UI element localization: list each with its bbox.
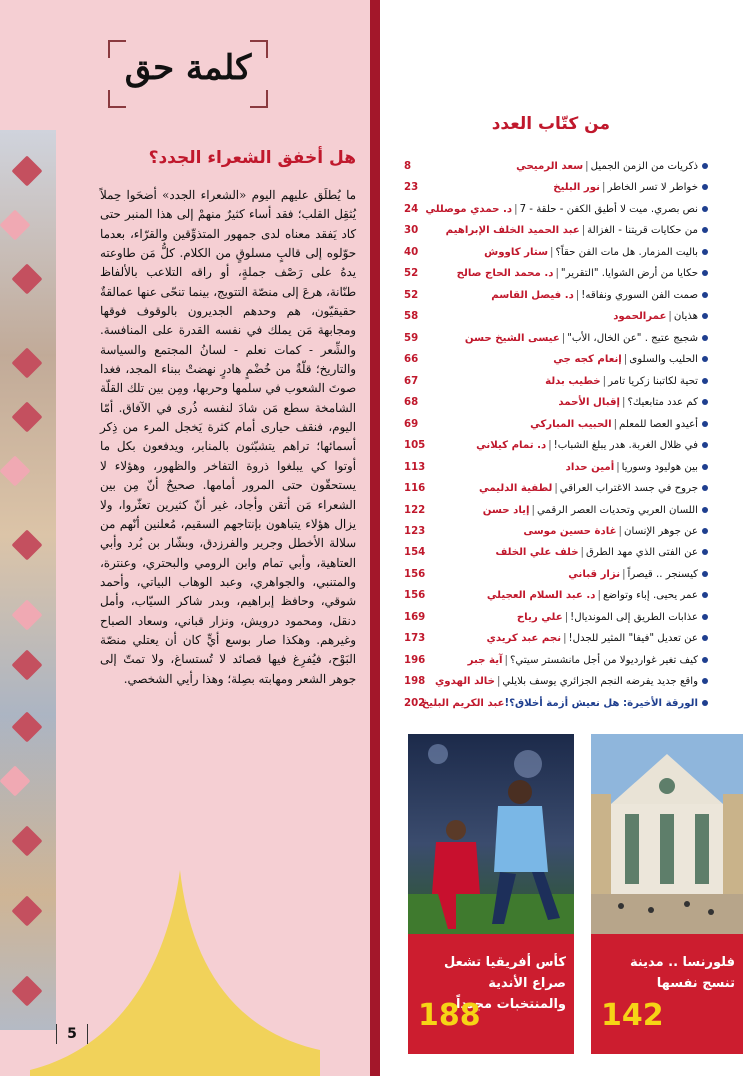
toc-entry-title: تحية لكاتبنا زكريا تامر [608, 375, 698, 387]
toc-entry-author: عبد الكريم البليخ [421, 697, 505, 709]
toc-entry[interactable] [404, 564, 708, 585]
toc-entry[interactable] [404, 435, 708, 456]
toc-entry-author: سعد الرميحي [516, 161, 584, 172]
bullet-icon [702, 485, 708, 491]
toc-entry-page: 154 [404, 547, 426, 559]
feature-page-number: 142 [601, 998, 664, 1033]
toc-entry-author: خلف علي الخلف [495, 547, 579, 559]
toc-entry-title: عذابات الطريق إلى الموندیال! [570, 611, 698, 623]
bullet-icon [702, 614, 708, 620]
separator: | [602, 375, 607, 387]
toc-entry-page: 58 [404, 311, 419, 323]
feature-panel [408, 934, 574, 1054]
toc-entry-title: باليت المزمار. هل مات الفن حقاً؟ [555, 246, 698, 258]
separator: | [531, 504, 535, 516]
toc-entry-author: نجم عبد كريدي [486, 633, 562, 645]
bullet-icon [702, 227, 708, 233]
separator: | [575, 289, 580, 301]
toc-entry-page: 68 [404, 397, 419, 409]
toc-entry-title: عن تعديل "فيفا" المثير للجدل! [568, 633, 698, 645]
toc-entry-author: نور البليخ [553, 182, 601, 194]
toc-entry-page: 116 [404, 483, 426, 495]
toc-entry-page: 202 [404, 697, 426, 709]
toc-entry-author: ستار كاووش [484, 246, 549, 258]
toc-entry-author: إنعام كجه جي [553, 354, 622, 366]
toc-entry-page: 198 [404, 676, 426, 688]
bullet-icon [702, 399, 708, 405]
toc-entry-author: غادة حسين موسى [523, 525, 617, 537]
bullet-icon [702, 549, 708, 555]
separator: | [550, 246, 554, 258]
separator: | [622, 397, 626, 409]
separator: | [668, 311, 672, 323]
divider-bar [370, 0, 380, 1076]
toc-entry-title: ذكريات من الزمن الجميل [590, 161, 698, 172]
bullet-icon [702, 184, 708, 190]
toc-entry-author: عيسى الشيخ حسن [464, 332, 560, 344]
toc-entry-title: بين هوليود وسوريا [621, 461, 698, 473]
toc-entry[interactable] [404, 521, 708, 542]
yellow-star-decoration [30, 870, 320, 1076]
bullet-icon [702, 378, 708, 384]
separator: | [563, 633, 567, 645]
toc-entry[interactable] [404, 349, 708, 370]
bullet-icon [702, 507, 708, 513]
toc-entry-author: د. فيصل القاسم [491, 289, 574, 301]
toc-entry-title: عمر يحيى. إباء وتواضع [602, 590, 698, 602]
football-photo [408, 734, 574, 934]
toc-entry-title: أعيدو العصا للمعلم [619, 418, 698, 430]
separator: | [548, 440, 552, 452]
bullet-icon [702, 571, 708, 577]
toc-entry-author: آية جبر [467, 654, 503, 666]
bullet-icon [702, 356, 708, 362]
bullet-icon [702, 464, 708, 470]
bullet-icon [702, 163, 708, 169]
toc-entry[interactable] [404, 542, 708, 563]
toc-entry-page: 156 [404, 568, 426, 580]
separator: | [564, 611, 569, 623]
toc-entry-title: شجيج عتيج . "عن الخال، الأب" [567, 332, 698, 344]
toc-entry[interactable] [404, 328, 708, 349]
toc-entry[interactable] [404, 156, 708, 177]
toc-entry-title: واقع جديد يفرضه النجم الجزائري يوسف بلايلي [502, 676, 698, 688]
feature-title: فلورنسا .. مدينة تنسج نفسها [629, 955, 735, 991]
toc-entry[interactable] [404, 671, 708, 692]
toc-entry[interactable] [404, 693, 708, 714]
bullet-icon [702, 635, 708, 641]
toc-entry-title: اللسان العربي وتحديات العصر الرقمي [536, 504, 698, 516]
toc-entry[interactable] [404, 177, 708, 198]
toc-entry[interactable] [404, 199, 708, 220]
bullet-icon [702, 421, 708, 427]
toc-entry-page: 30 [404, 225, 419, 237]
toc-entry-title: في ظلال الغربة. هدر يبلغ الشباب! [553, 440, 698, 452]
bullet-icon [702, 292, 708, 298]
separator: | [613, 418, 618, 430]
toc-entry-page: 123 [404, 525, 426, 537]
toc-entry-title: جروح في جسد الاغتراب العراقي [559, 483, 698, 495]
separator: | [585, 161, 589, 172]
feature-card-florence[interactable] [591, 734, 743, 1054]
bullet-icon [702, 528, 708, 534]
toc-entry-title: صمت الفن السوري ونفاقه! [581, 289, 698, 301]
toc-entry-title: كم عدد متابعيك؟ [627, 397, 698, 409]
separator: | [597, 590, 601, 602]
florence-church-photo [591, 734, 743, 934]
bullet-icon [702, 206, 708, 212]
left-column-panel [0, 0, 370, 1076]
feature-card-football[interactable] [408, 734, 574, 1054]
bullet-icon [702, 657, 708, 663]
separator: | [504, 654, 508, 666]
toc-entry-page: 59 [404, 332, 419, 344]
toc-entry-author: إياد حسن [482, 504, 530, 516]
column-logo: كلمة حق [124, 48, 252, 88]
separator: | [496, 676, 501, 688]
toc-entry-author: د. عبد السلام العجيلي [486, 590, 596, 602]
toc-entry[interactable] [404, 457, 708, 478]
toc-entry-page: 69 [404, 418, 419, 430]
toc-entry-title: من حكايات قريتنا - الغزالة [587, 225, 698, 237]
toc-entry-page: 24 [404, 203, 419, 215]
toc-entry-author: الحبيب المباركي [530, 418, 612, 430]
bullet-icon [702, 270, 708, 276]
toc-entry-title: نص بصري. ميت لا أطيق الكفن - حلقة - 7 [519, 203, 698, 215]
toc-entry[interactable] [404, 628, 708, 649]
toc-list [404, 156, 708, 714]
toc-entry-page: 173 [404, 633, 426, 645]
column-logo-frame [108, 40, 268, 108]
toc-entry-page: 66 [404, 354, 419, 366]
toc-entry[interactable] [404, 607, 708, 628]
page-number: 5 [56, 1024, 88, 1044]
separator: | [561, 332, 566, 344]
toc-entry-page: 196 [404, 654, 426, 666]
separator: | [616, 461, 620, 473]
toc-entry-author: لطفية الدليمي [479, 483, 553, 495]
toc-entry-title: كيسنجر .. قيصراً [627, 568, 698, 580]
toc-entry-title: عن الفتى الذي مهد الطرق [585, 547, 698, 559]
bullet-icon [702, 678, 708, 684]
toc-entry-page: 52 [404, 289, 419, 301]
toc-entry[interactable] [404, 500, 708, 521]
toc-entry-page: 156 [404, 590, 426, 602]
toc-entry[interactable] [404, 414, 708, 435]
toc-entry-page: 113 [404, 461, 426, 473]
toc-entry-author: د. حمدي موصللي [425, 203, 513, 215]
bullet-icon [702, 313, 708, 319]
toc-entry[interactable] [404, 392, 708, 413]
toc-entry-page: 40 [404, 246, 419, 258]
toc-entry-page: 169 [404, 611, 426, 623]
separator: | [623, 354, 628, 366]
toc-entry[interactable] [404, 371, 708, 392]
toc-entry-author: عمرالحمود [613, 311, 667, 323]
feature-title: كأس أفريقيا تشعل صراع الأندية والمنتخبات مجدداً [444, 955, 566, 1012]
toc-entry[interactable] [404, 478, 708, 499]
bullet-icon [702, 249, 708, 255]
toc-entry-page: 122 [404, 504, 426, 516]
separator: | [622, 568, 626, 580]
toc-entry-author: إقبال الأحمد [558, 397, 621, 409]
toc-entry[interactable] [404, 306, 708, 327]
separator: | [554, 483, 558, 495]
toc-entry[interactable] [404, 220, 708, 241]
toc-entry-author: خالد الهدوي [434, 676, 495, 688]
toc-entry-page: 8 [404, 161, 412, 172]
toc-entry-author: د. تمام كيلاني [476, 440, 547, 452]
toc-entry-page: 105 [404, 440, 426, 452]
toc-entry-author: د. محمد الحاج صالح [456, 268, 554, 280]
separator: | [580, 547, 584, 559]
toc-entry-author: نزار قباني [568, 568, 621, 580]
separator: | [555, 268, 559, 280]
toc-entry-title: كيف تغير غوارديولا من أجل مانشستر سيتي؟ [509, 654, 698, 666]
toc-title: من كتّاب العدد [491, 114, 610, 134]
toc-entry-title: الحليب والسلوى [629, 354, 698, 366]
toc-entry-page: 67 [404, 375, 419, 387]
toc-entry-title: حكايا من أرض الشوايا. "التقرير" [560, 268, 698, 280]
separator: | [618, 525, 622, 537]
article-title: هل أخفق الشعراء الجدد؟ [148, 148, 356, 168]
toc-entry-author: خطيب بدلة [545, 375, 601, 387]
bullet-icon [702, 442, 708, 448]
bullet-icon [702, 592, 708, 598]
toc-entry-author: عبد الحميد الخلف الإبراهيم [445, 225, 580, 237]
toc-entry-title: خواطر لا تسر الخاطر [607, 182, 698, 194]
toc-entry-page: 23 [404, 182, 419, 194]
article-body: ما يُطلَق عليهم اليوم «الشعراء الجدد» أضحَوا حِملاً يُثقِل القلب؛ فقد أساء كثيرٌ منهمْ إلى هذا المنبر حتى كاد يَفقد معناه لدى جمهور المتذوِّقين والقرّاء، بعدما حوّلوه إلى قالبٍ مسلوقٍ من الكلام. كلُّ مَن طاوعته يدهُ على رَصْف جملةٍ، أو راقه التلاعب بالألفاظ طنّانة، هرعَ إلى منصّة التتويج، بينما تنحّى عنها عمالقةٌ حقيقيّون، هم وحدهم الجديرون بالوقوف فوقها ومجابهة مَن يملك في نفسه القدرة على المنافسة. والشِّعر - كمات نعلم - لسانُ المجتمع والسياسة والتاريخ؛ قلّةٌ من خُضْمٍ هادرٍ نهضتْ ببناء المجد، فغدا صوتَ الشعوب في سلمها وحربها، ومِن بين تلك القلّة الشامخة سطع مَن شادَ لنفسه ذُرى في الآفاق. أمّا اليوم، فنقف حيارى أمام كثرة يَخجل المرء من ذِكر أسمائها؛ تراهم يتشبّثون بالمنابر، ويدفعون بكل ما أوتوا كي يبلغوا ذروة التفاخر والظهور، وهؤلاء لا يستحقّون حتى المرور أمامها. صحيحٌ أنّ مِن بين الشعراء مَن أتقن وأجاد، غير أنّ كثيرين تعثّروا، ولا يزال هؤلاء يتباهون بإنتاجهم السقيم، مُعلنين أنّهم من سلالة الأخطل وجرير والفرزدق، وبشّار بن بُرد وأبي العتاهية، وأبي تمام وابن الرومي والبحتري، وعنترة، والمتنبي، والجواهري، وعبد الوهاب البياتي، وأحمد شوقي، وحافظ إبراهيم، وبدر شاكر السيّاب، وأمل دنقل، ومحمود درويش، ونزار قباني، وسعاد الصباح وغيرهم. وهكذا صار بوسع أيٍّ كان أن يعتلي منصّة البَوْح، فيُفرِغ فيها قصائد لا تُستساغ، ولا تمتّ إلى جوهر الشعر ومهابته بصِلة؛ وهذا رأيي الشخصي. [100, 188, 356, 686]
toc-entry[interactable] [404, 263, 708, 284]
toc-entry-page: 52 [404, 268, 419, 280]
separator: | [602, 182, 606, 194]
toc-entry[interactable] [404, 585, 708, 606]
toc-entry[interactable] [404, 650, 708, 671]
toc-entry[interactable] [404, 285, 708, 306]
toc-entry-author: علي رياح [516, 611, 563, 623]
separator: | [514, 203, 518, 215]
separator: | [581, 225, 586, 237]
toc-entry-author: أمين حداد [565, 461, 615, 473]
toc-entry-title: عن جوهر الإنسان [623, 525, 698, 537]
bullet-icon [702, 335, 708, 341]
toc-entry-title: الورقة الأخيرة: هل نعيش أزمة أخلاق؟! [504, 697, 698, 709]
feature-panel [591, 934, 743, 1054]
toc-entry[interactable] [404, 242, 708, 263]
bullet-icon [702, 700, 708, 706]
feature-page-number: 188 [418, 998, 481, 1033]
toc-entry-title: هذيان [673, 311, 698, 323]
